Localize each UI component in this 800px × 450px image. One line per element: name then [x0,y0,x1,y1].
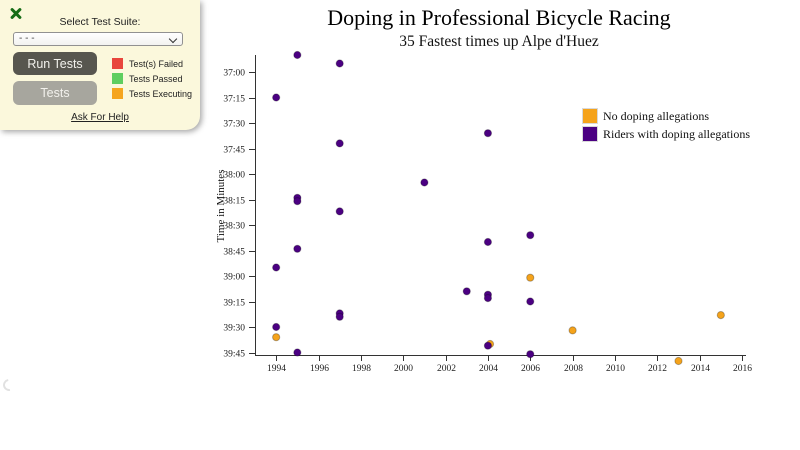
select-test-suite-label: Select Test Suite: [59,16,141,28]
y-tick-label: 38:45 [223,247,245,258]
dropdown-value: - - - [19,33,35,44]
x-tick-label: 2000 [394,364,413,374]
x-tick-label: 2008 [564,364,583,374]
x-tick-label: 2006 [521,364,540,374]
data-point[interactable] [336,208,343,215]
data-point[interactable] [527,274,534,281]
x-tick-label: 2016 [733,364,752,374]
status-tests-failed: Test(s) Failed [112,58,183,69]
chart-subtitle: 35 Fastest times up Alpe d'Huez [399,33,599,50]
x-tick-label: 1998 [352,364,371,374]
tests-button[interactable]: Tests [13,81,97,105]
data-point[interactable] [527,232,534,239]
chart-title: Doping in Professional Bicycle Racing [327,5,671,30]
x-tick-label: 2002 [437,364,456,374]
y-tick-label: 39:15 [223,298,245,309]
legend-swatch-purple [583,127,597,141]
y-tick-label: 39:30 [223,323,245,334]
y-axis-label: Time in Minutes [215,169,227,243]
data-point[interactable] [527,298,534,305]
x-tick-label: 2012 [648,364,667,374]
failed-swatch [112,58,123,69]
test-suite-dropdown[interactable] [13,32,183,46]
data-point[interactable] [294,51,301,58]
data-point[interactable] [294,198,301,205]
legend-swatch-orange [583,109,597,123]
data-point[interactable] [484,295,491,302]
data-point[interactable] [421,179,428,186]
ask-for-help-link[interactable]: Ask For Help [71,112,129,123]
y-tick-label: 37:45 [223,145,245,156]
data-point[interactable] [484,130,491,137]
y-tick-label: 37:15 [223,94,245,105]
data-point[interactable] [527,351,534,358]
data-point[interactable] [336,60,343,67]
x-tick-label: 2014 [691,364,710,374]
data-point[interactable] [675,357,682,364]
data-point[interactable] [336,313,343,320]
chevron-down-icon [169,35,177,43]
x-tick-label: 2004 [479,364,498,374]
data-point[interactable] [569,327,576,334]
data-point[interactable] [484,342,491,349]
data-point[interactable] [273,334,280,341]
legend-item-doping [583,127,750,141]
data-point[interactable] [484,238,491,245]
x-tick-label: 1994 [267,364,286,374]
legend-item-no-doping [583,109,709,123]
status-tests-executing: Tests Executing [112,88,192,99]
data-point[interactable] [717,312,724,319]
data-point[interactable] [336,140,343,147]
data-point[interactable] [273,264,280,271]
y-tick-label: 38:30 [223,221,245,232]
y-tick-label: 39:00 [223,272,245,283]
y-tick-label: 38:15 [223,196,245,207]
legend-label: No doping allegations [603,108,709,123]
test-suite-panel [0,0,200,130]
y-tick-label: 37:00 [223,68,245,79]
y-tick-label: 39:45 [223,349,245,360]
data-point[interactable] [273,94,280,101]
passed-swatch [112,73,123,84]
x-tick-label: 1996 [310,364,329,374]
status-tests-passed: Tests Passed [112,73,183,84]
y-tick-label: 37:30 [223,119,245,130]
data-point[interactable] [273,323,280,330]
x-tick-label: 2010 [606,364,625,374]
y-tick-label: 38:00 [223,170,245,181]
legend-label: Riders with doping allegations [603,126,750,141]
run-tests-button[interactable]: Run Tests [13,52,97,75]
data-point[interactable] [294,349,301,356]
data-point[interactable] [294,245,301,252]
data-point[interactable] [463,288,470,295]
executing-swatch [112,88,123,99]
